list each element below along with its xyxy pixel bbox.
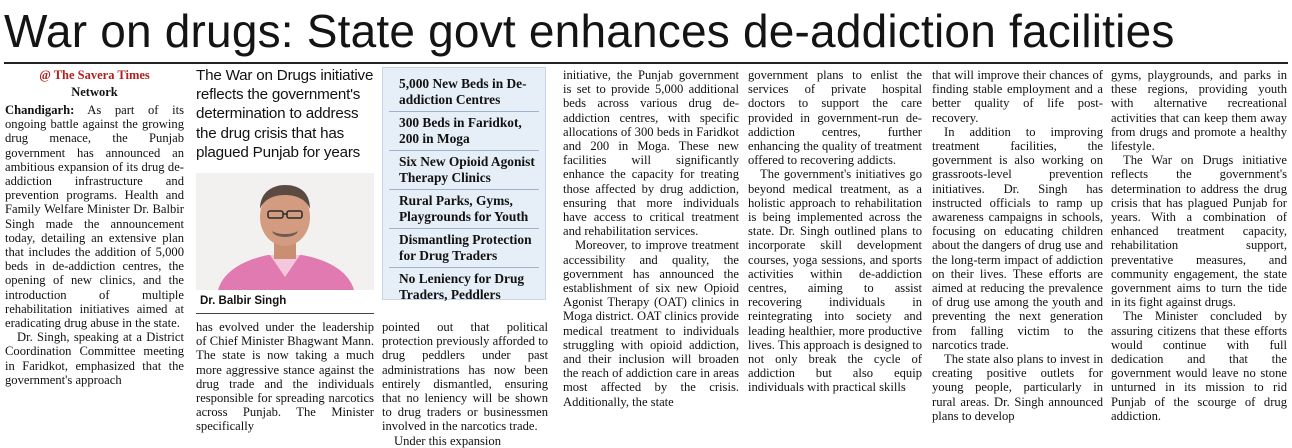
portrait-image [196,173,374,290]
paragraph: In addition to improving treatment facilities, the government is also working on grassroots-level prevention initiatives. Dr. Singh has instructed officials to ramp up awareness campaigns in schools, focusing on educating children about the dangers of drug use and the long-term impact of addiction on their lives. These efforts are aimed at reducing the prevalence of drug use among the youth and preventing the next generation from falling victim to the narcotics trade. [932,124,1103,352]
dateline: Chandigarh: [5,103,75,117]
pull-quote: The War on Drugs initiative reflects the government's determination to address the drug crisis that has plagued Punjab for years [196,67,374,161]
paragraph: The government's initiatives go beyond medical treatment, as a holistic approach to rehabilitation is being implemented across the state. Dr. Singh outlined plans to incorporate skill development courses, yoga sessions, and sports activities within de-addiction centres, aiming to assist recovering individuals in reintegrating into society and leading healthier, more productive lives. This approach is designed to not only break the cycle of addiction but also equip individuals with practical skills [748,167,922,395]
paragraph: that will improve their chances of finding stable employment and a better quality of life post-recovery. [932,68,1103,125]
byline-source: @ The Savera Times [39,68,150,82]
fact-item: 5,000 New Beds in De-addiction Centres [389,73,539,112]
column-3 [382,320,548,448]
fact-item: Rural Parks, Gyms, Playgrounds for Youth [389,190,539,229]
column-1 [5,68,184,387]
paragraph: The state also plans to invest in creating positive outlets for young people, particularly in rural areas. Dr. Singh announced plans to develop [932,352,1103,423]
byline-network: Network [71,85,118,99]
paragraph: government plans to enlist the services of private hospital doctors to support the care provided in government-run de-addiction centres, further enhancing the quality of treatment offered to recovering addicts. [748,68,922,168]
paragraph: Dr. Singh, speaking at a District Coordination Committee meeting in Faridkot, emphasized that the government's approach [5,330,184,387]
headline-rule [4,62,1288,64]
fact-item: No Leniency for Drug Traders, Peddlers [399,271,525,302]
paragraph [5,103,184,330]
fact-box [382,67,546,300]
minister-photo [196,173,374,290]
fact-item: Six New Opioid Agonist Therapy Clinics [389,151,539,190]
paragraph: pointed out that political protection previously afforded to drug peddlers under past administrations has now been entirely dismantled, ensuring that no leniency will be shown to drug traders or businessmen involved in the narcotics trade. [382,320,548,434]
photo-caption: Dr. Balbir Singh [200,295,287,307]
column-2 [196,320,374,434]
paragraph: initiative, the Punjab government is set to provide 5,000 additional beds across various drug de-addiction centres, with specific allocations of 300 beds in Faridkot and 200 in Moga. These new facilities will significantly enhance the capacity for treating those affected by drug addiction, ensuring that more individuals have access to critical treatment and rehabilitation services. [563,68,739,239]
headline: War on drugs: State govt enhances de-addiction facilities [4,5,1175,57]
paragraph: has evolved under the leadership of Chief Minister Bhagwant Mann. The state is now taking a much more aggressive stance against the drug trade and the individuals responsible for spreading narcotics across Punjab. The Minister specifically [196,320,374,434]
paragraph: Under this expansion [394,433,502,448]
column-6 [932,68,1103,423]
paragraph: Moreover, to improve treatment accessibility and quality, the government has announced the establishment of six new Opioid Agonist Therapy (OAT) clinics in Moga district. OAT clinics provide medical treatment to individuals struggling with opioid addiction, and their inclusion will broaden the reach of addiction care in areas most affected by the crisis. Additionally, the state [563,238,739,409]
fact-item: Dismantling Protection for Drug Traders [389,229,539,268]
paragraph: The Minister concluded by assuring citizens that these efforts would continue with full dedication and that the government would leave no stone unturned in its mission to rid Punjab of the scourge of drug addiction. [1111,309,1287,423]
byline [5,68,184,100]
column-5 [748,68,922,395]
caption-rule [196,313,374,314]
paragraph: The War on Drugs initiative reflects the government's determination to address the drug crisis that has plagued Punjab for years. With a combination of enhanced treatment capacity, rehabilitation support, preventative measures, and community engagement, the state government aims to turn the tide in its fight against drugs. [1111,153,1287,310]
column-7 [1111,68,1287,423]
column-4 [563,68,739,409]
paragraph-text: As part of its ongoing battle against the growing drug menace, the Punjab government has announced an ambitious expansion of its drug de-addiction infrastructure and prevention programs. Health and Family Welfare Minister Dr. Balbir Singh made the announcement today, detailing an extensive plan that includes the addition of 5,000 beds in de-addiction centres, the opening of new clinics, and the introduction of multiple rehabilitation initiatives aimed at eradicating drug abuse in the state. [5,103,184,331]
paragraph: gyms, playgrounds, and parks in these regions, providing youth with alternative recreational activities that can keep them away from drugs and promote a healthy lifestyle. [1111,68,1287,154]
fact-item: 300 Beds in Faridkot, 200 in Moga [389,112,539,151]
